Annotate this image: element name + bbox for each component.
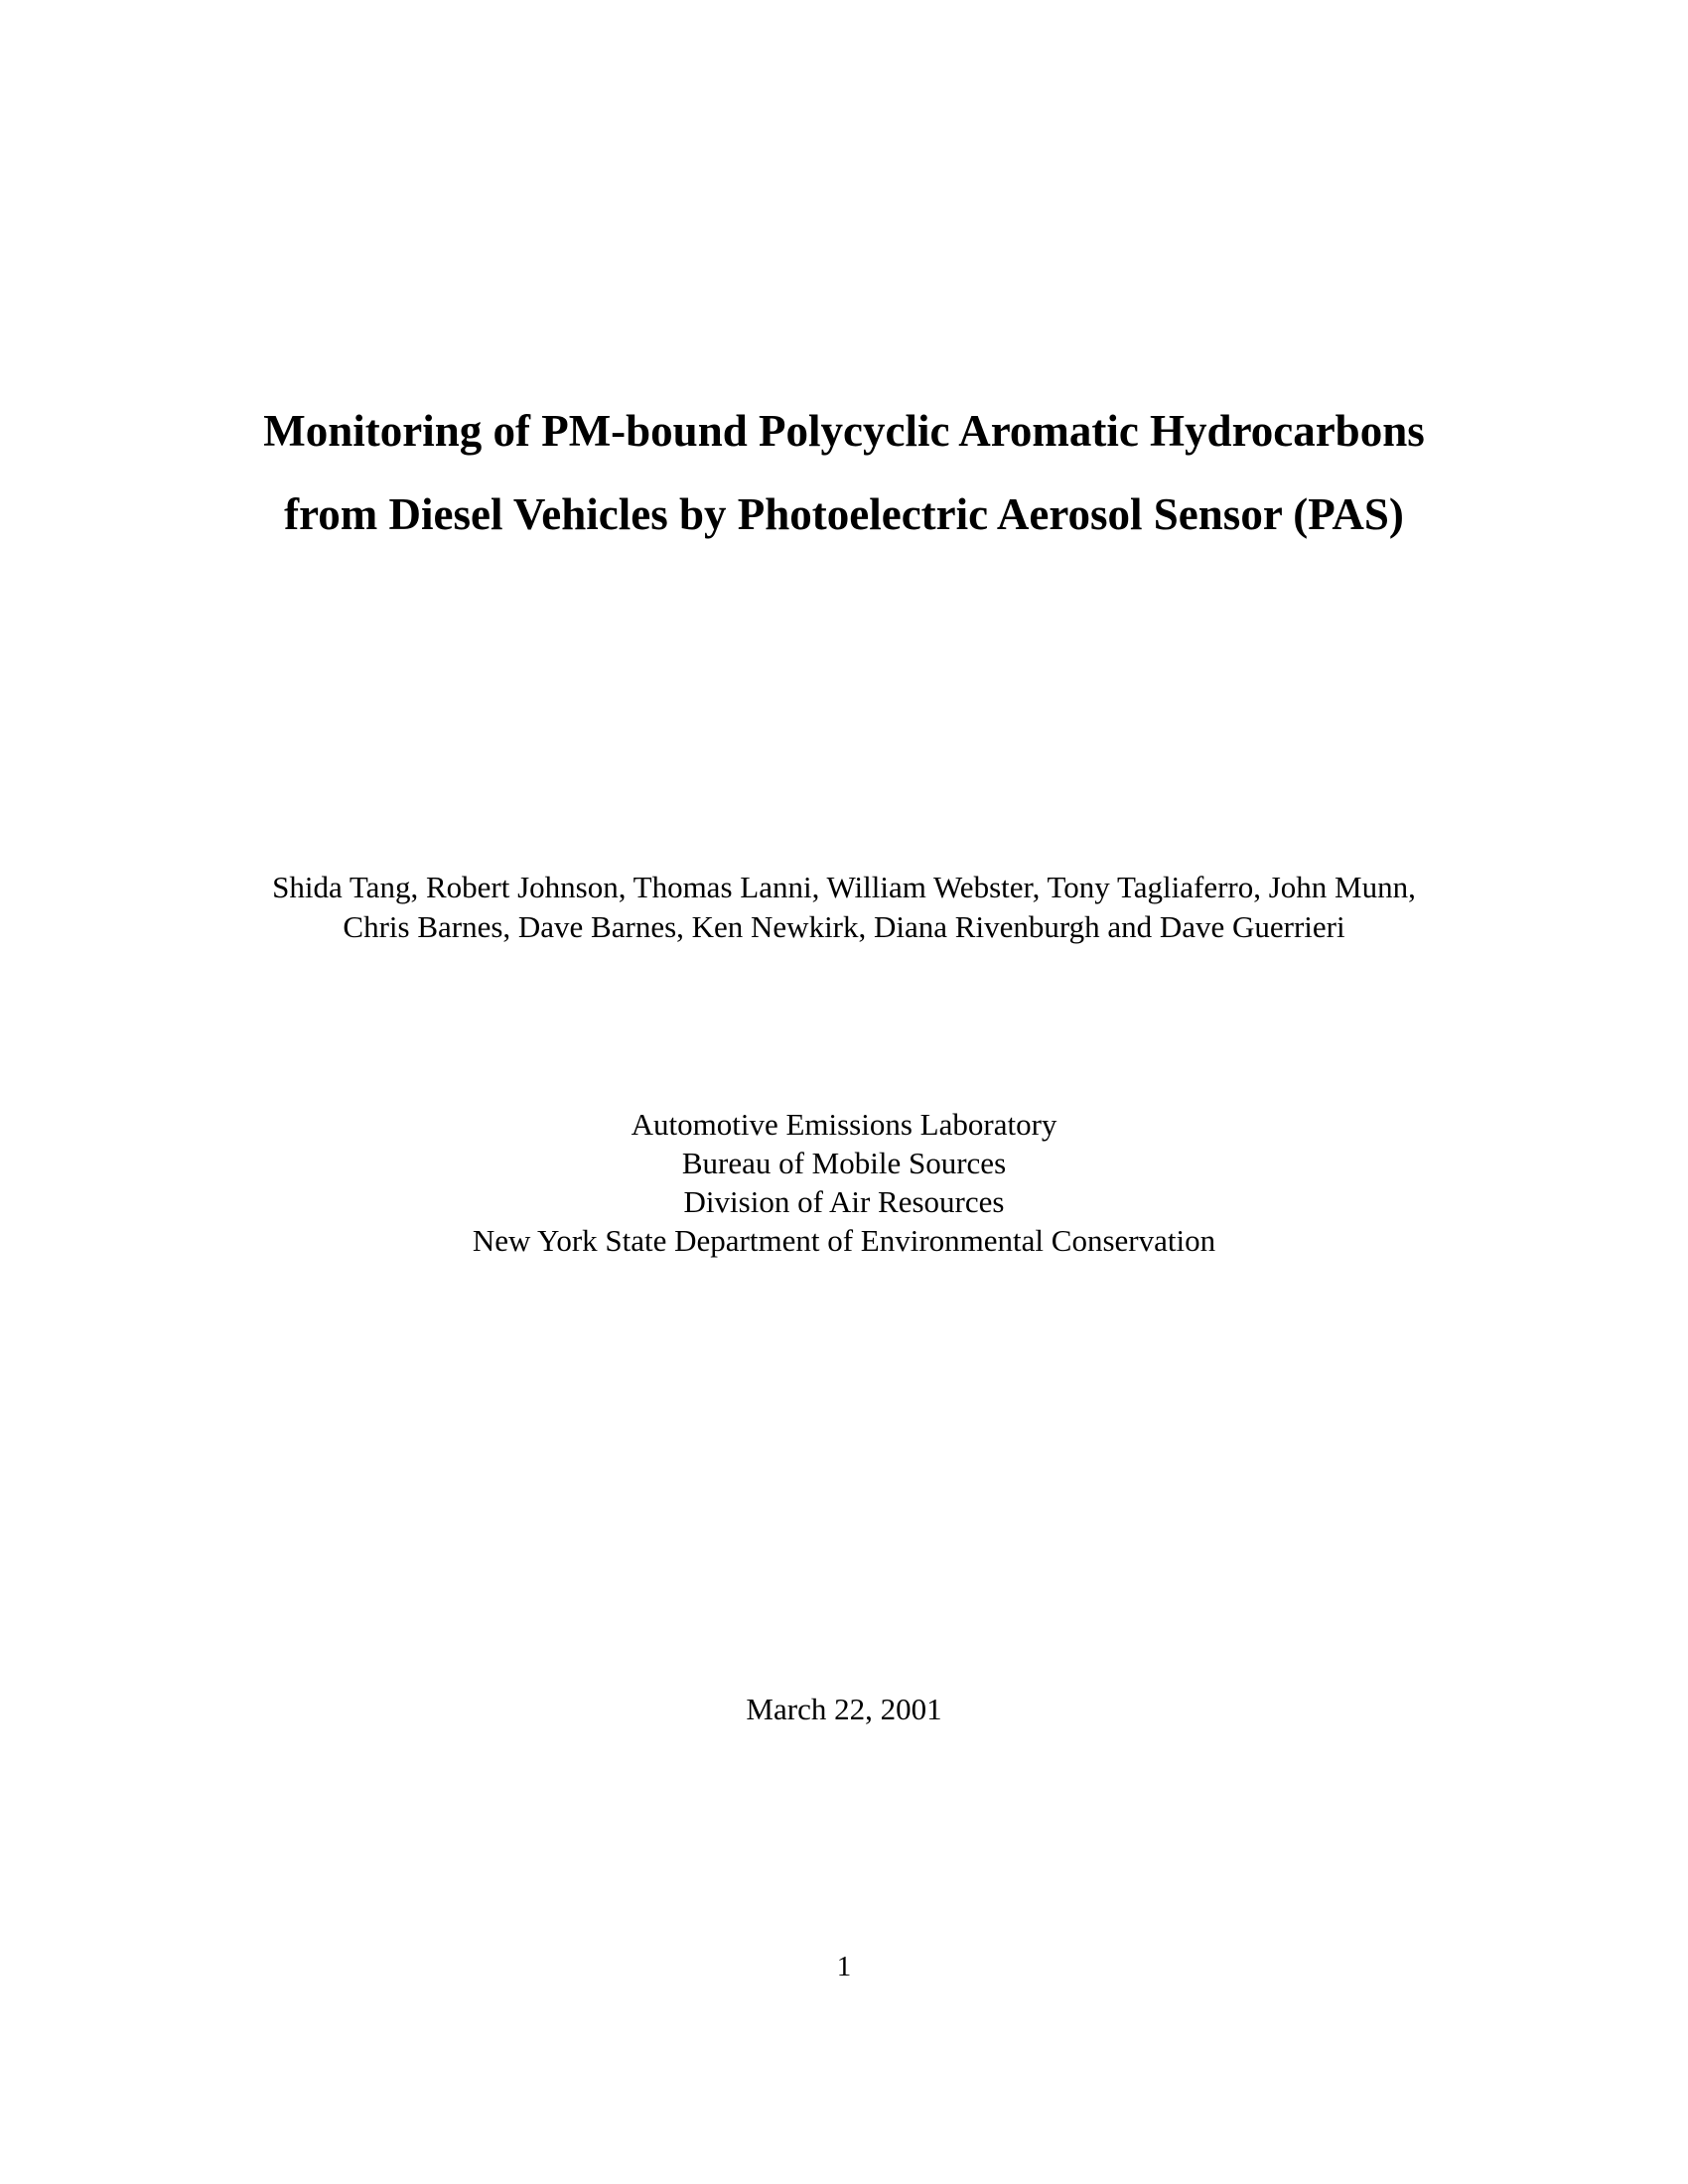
document-title bbox=[0, 389, 1688, 556]
affiliation bbox=[0, 1105, 1688, 1260]
affiliation-laboratory: Automotive Emissions Laboratory bbox=[631, 1107, 1057, 1142]
publication-date: March 22, 2001 bbox=[746, 1692, 942, 1726]
page-number: 1 bbox=[836, 1951, 852, 1982]
affiliation-department: New York State Department of Environmental Conservation bbox=[472, 1223, 1216, 1258]
author-line-2: Chris Barnes, Dave Barnes, Ken Newkirk, Diana Rivenburgh and Dave Guerrieri bbox=[343, 909, 1345, 944]
author-list bbox=[0, 868, 1688, 947]
affiliation-division: Division of Air Resources bbox=[683, 1184, 1005, 1219]
title-line-2: from Diesel Vehicles by Photoelectric Aerosol Sensor (PAS) bbox=[284, 489, 1404, 539]
affiliation-bureau: Bureau of Mobile Sources bbox=[681, 1146, 1007, 1180]
title-line-1: Monitoring of PM-bound Polycyclic Aromatic Hydrocarbons bbox=[263, 406, 1425, 456]
author-line-1: Shida Tang, Robert Johnson, Thomas Lanni, William Webster, Tony Tagliaferro, John Munn, bbox=[272, 870, 1416, 904]
